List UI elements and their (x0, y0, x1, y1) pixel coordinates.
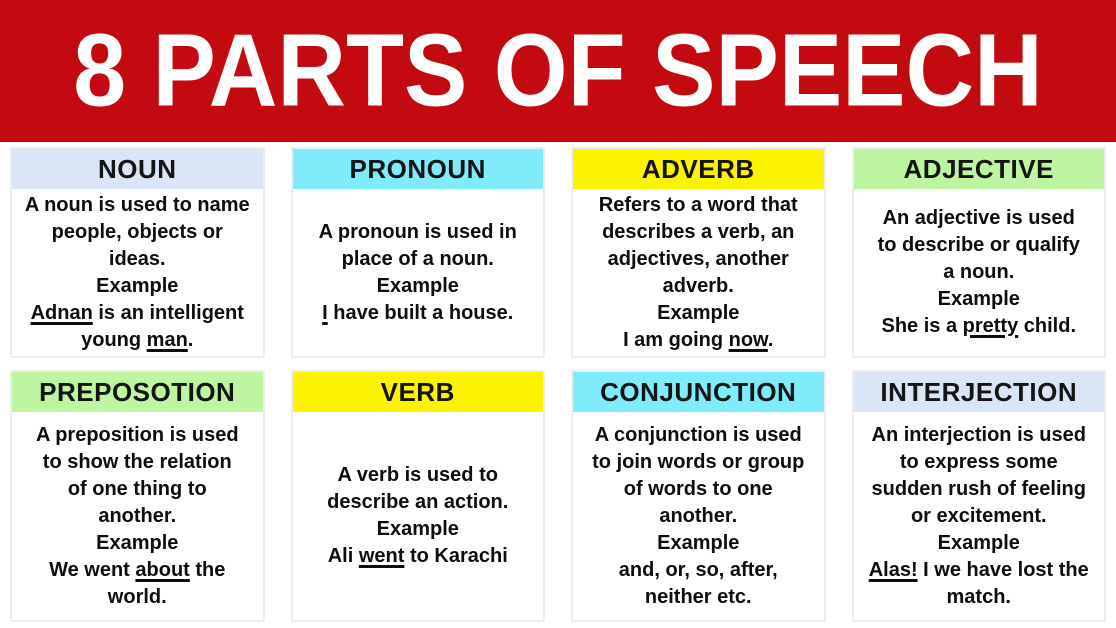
text-line: A pronoun is used in (318, 220, 517, 243)
card-header-preposotion: PREPOSOTION (12, 372, 263, 412)
text-line: and, or, so, after, (618, 558, 778, 581)
text-line: ideas. (108, 247, 166, 270)
text-line: Example (657, 531, 740, 554)
title-banner (0, 0, 1116, 142)
underlined-word: about (135, 558, 190, 581)
text-line: Ali went to Karachi (327, 545, 508, 567)
text-line: adjectives, another (607, 247, 789, 270)
card-header-adjective: ADJECTIVE (854, 149, 1105, 189)
text-line: Alas! I we have lost the (868, 558, 1089, 581)
text-line: a noun. (943, 261, 1015, 283)
underlined-word: now (728, 328, 768, 351)
text-line: describes a verb, an (602, 220, 795, 243)
card-verb (291, 370, 546, 622)
card-body-adjective (854, 189, 1105, 356)
text-line: neither etc. (644, 585, 752, 608)
card-preposotion (10, 370, 265, 622)
underlined-word: Adnan (30, 301, 93, 324)
card-header-conjunction: CONJUNCTION (573, 372, 824, 412)
text-line: An adjective is used (882, 207, 1075, 229)
card-header-noun: NOUN (12, 149, 263, 189)
card-body-verb (293, 412, 544, 620)
underlined-word: pretty (962, 315, 1019, 337)
card-body-noun (12, 189, 263, 356)
text-line: Example (657, 301, 740, 324)
cards-grid (0, 147, 1116, 622)
text-line: Example (96, 274, 179, 297)
card-header-verb: VERB (293, 372, 544, 412)
text-line: I am going now. (623, 328, 774, 351)
text-line: match. (946, 585, 1011, 608)
text-line: A noun is used to name (24, 193, 250, 216)
card-conjunction (571, 370, 826, 622)
text-line: An interjection is used (871, 423, 1086, 446)
text-line: young man. (81, 328, 194, 351)
card-header-interjection: INTERJECTION (854, 372, 1105, 412)
text-line: another. (98, 504, 177, 527)
card-body-adverb (573, 189, 824, 356)
text-line: Example (376, 518, 459, 540)
card-body-pronoun (293, 189, 544, 356)
text-line: describe an action. (327, 491, 509, 513)
underlined-word: went (358, 545, 405, 567)
text-line: Example (937, 288, 1020, 310)
text-line: A preposition is used (35, 423, 239, 446)
underlined-word: I (322, 301, 328, 324)
underlined-word: man (146, 328, 188, 351)
text-line: Adnan is an intelligent (30, 301, 244, 324)
card-header-adverb: ADVERB (573, 149, 824, 189)
card-body-conjunction (573, 412, 824, 620)
card-header-pronoun: PRONOUN (293, 149, 544, 189)
text-line: world. (107, 585, 167, 608)
text-line: Example (376, 274, 459, 297)
text-line: of words to one (623, 477, 773, 500)
text-line: to describe or qualify (877, 234, 1080, 256)
card-pronoun (291, 147, 546, 358)
text-line: sudden rush of feeling (871, 477, 1086, 500)
text-line: I have built a house. (322, 301, 514, 324)
card-adjective (852, 147, 1107, 358)
text-line: She is a pretty child. (881, 315, 1077, 337)
card-body-interjection (854, 412, 1105, 620)
text-line: adverb. (662, 274, 734, 297)
text-line: Example (937, 531, 1020, 554)
text-line: another. (659, 504, 738, 527)
text-line: Example (96, 531, 179, 554)
card-interjection (852, 370, 1107, 622)
text-line: to express some (899, 450, 1058, 473)
card-body-preposotion (12, 412, 263, 620)
text-line: of one thing to (67, 477, 207, 500)
text-line: to show the relation (42, 450, 232, 473)
card-noun (10, 147, 265, 358)
text-line: A conjunction is used (594, 423, 802, 446)
underlined-word: Alas! (868, 558, 918, 581)
text-line: or excitement. (910, 504, 1047, 527)
text-line: people, objects or (51, 220, 223, 243)
text-line: A verb is used to (337, 464, 498, 486)
poster-title: 8 PARTS OF SPEECH (73, 13, 1043, 128)
text-line: We went about the (49, 558, 226, 581)
text-line: Refers to a word that (598, 193, 798, 216)
text-line: place of a noun. (341, 247, 494, 270)
card-adverb (571, 147, 826, 358)
text-line: to join words or group (592, 450, 805, 473)
